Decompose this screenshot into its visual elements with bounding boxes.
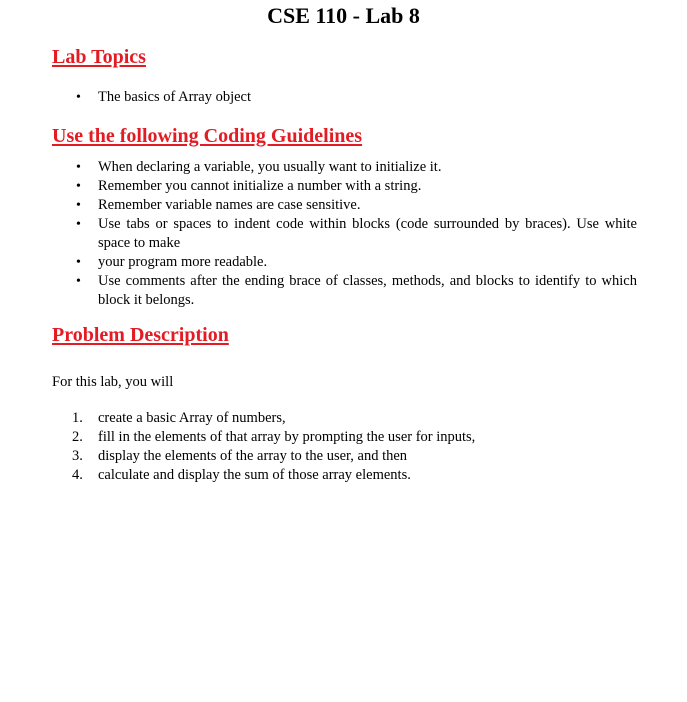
problem-steps-list <box>52 409 642 485</box>
section-heading-coding-guidelines: Use the following Coding Guidelines <box>52 125 363 147</box>
list-item: • Use tabs or spaces to indent code within blocks (code surrounded by braces). Use white space to make <box>52 215 637 253</box>
list-item: • The basics of Array object <box>52 88 642 107</box>
problem-intro: For this lab, you will <box>52 374 174 390</box>
list-item: • Use comments after the ending brace of classes, methods, and blocks to identify to which block it belongs. <box>52 272 637 310</box>
list-item: • Remember variable names are case sensitive. <box>52 196 637 215</box>
section-heading-problem-description: Problem Description <box>52 324 229 346</box>
list-item: • Remember you cannot initialize a number with a string. <box>52 177 637 196</box>
document-title: CSE 110 - Lab 8 <box>267 3 420 28</box>
list-item: display the elements of the array to the user, and then <box>98 448 408 464</box>
list-item: create a basic Array of numbers, <box>98 410 286 426</box>
list-item: • your program more readable. <box>52 253 637 272</box>
list-item: • When declaring a variable, you usually want to initialize it. <box>52 158 637 177</box>
lab-topics-list <box>52 88 642 107</box>
list-item: calculate and display the sum of those array elements. <box>98 467 411 483</box>
coding-guidelines-list <box>52 158 637 310</box>
list-item: fill in the elements of that array by prompting the user for inputs, <box>98 429 476 445</box>
section-heading-lab-topics: Lab Topics <box>52 46 146 68</box>
